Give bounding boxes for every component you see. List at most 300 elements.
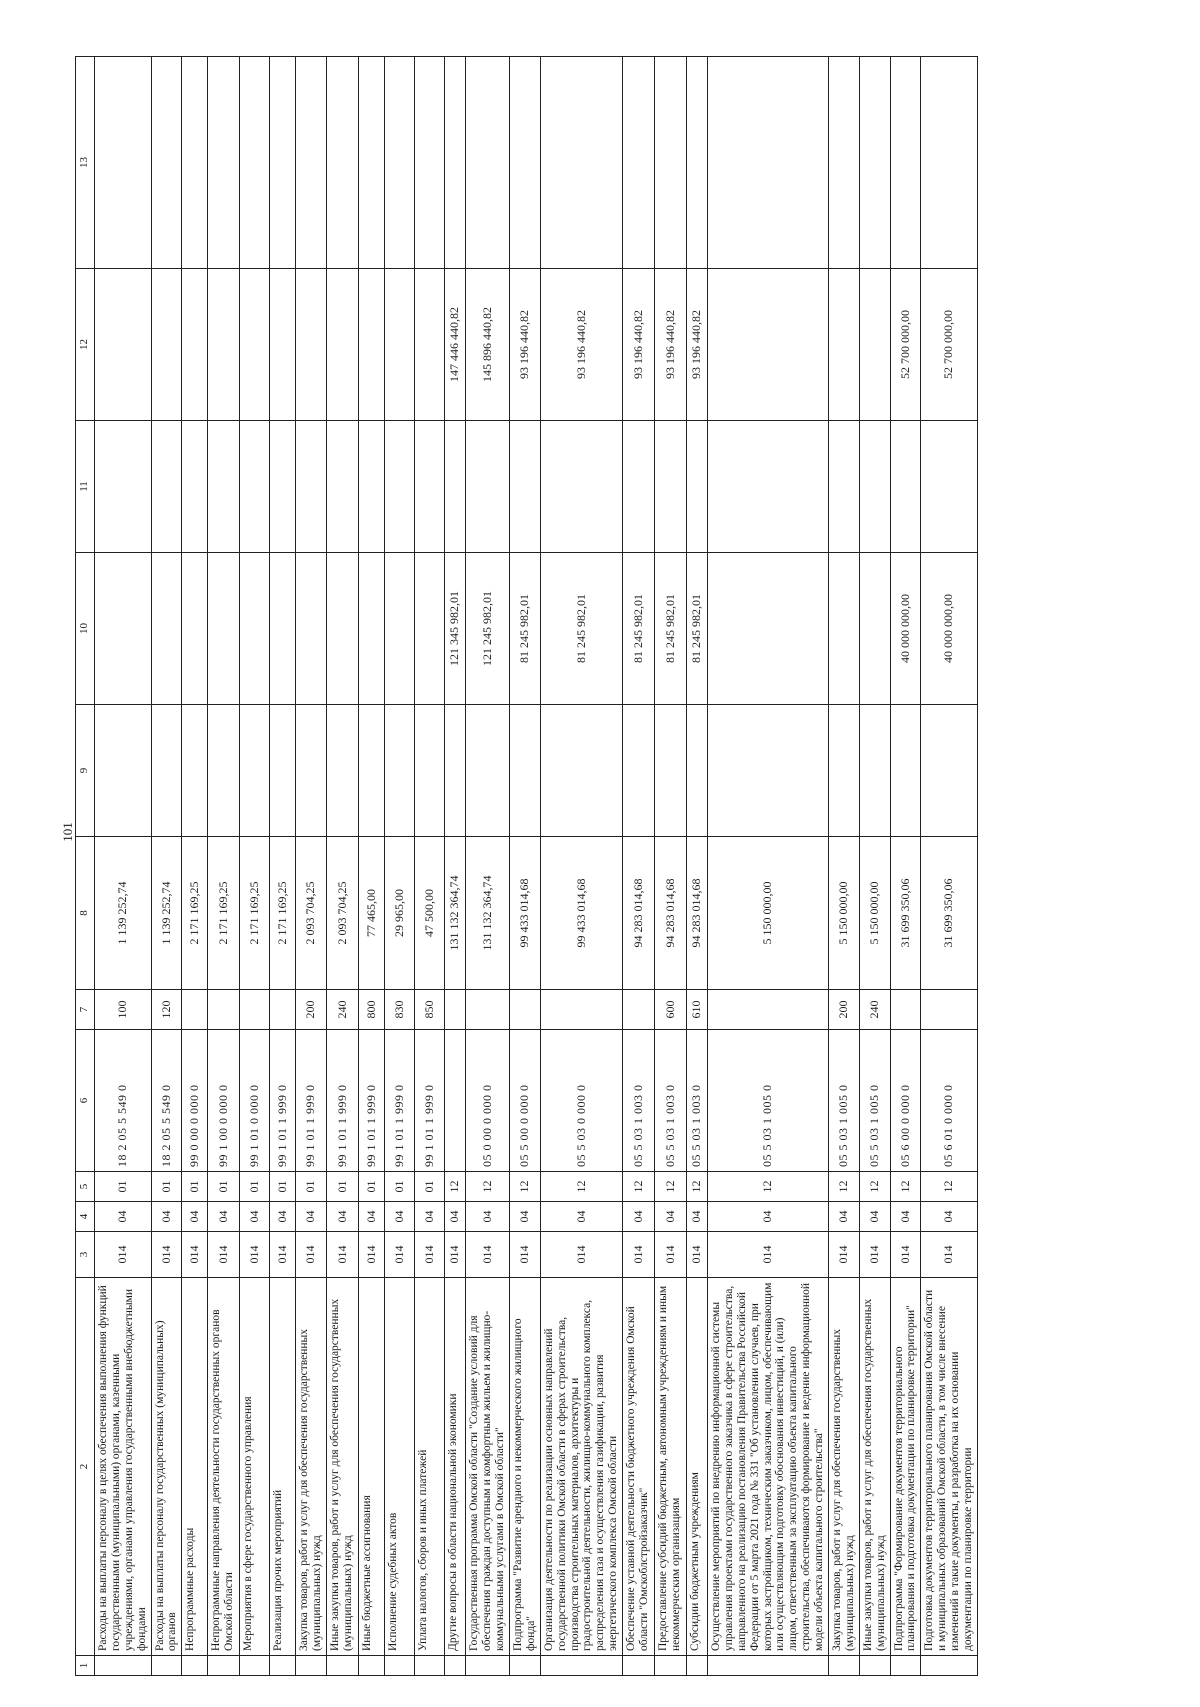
target-article-code: 05 6 00 0 000 0 xyxy=(890,1030,921,1172)
section-code: 04 xyxy=(623,1202,655,1232)
ministry-code: 014 xyxy=(540,1232,622,1278)
section-code: 04 xyxy=(327,1202,359,1232)
subsection-code: 12 xyxy=(445,1172,466,1202)
section-code: 04 xyxy=(95,1202,152,1232)
target-article-code: 05 5 03 1 005 0 xyxy=(829,1030,860,1172)
expense-type-code: 100 xyxy=(95,990,152,1030)
empty-cell xyxy=(687,705,708,837)
subsection-code: 12 xyxy=(708,1172,829,1202)
target-article-code: 05 5 03 1 003 0 xyxy=(623,1030,655,1172)
amount-col-10: 40 000 000,00 xyxy=(921,553,978,705)
ministry-code: 014 xyxy=(327,1232,359,1278)
subsection-code: 01 xyxy=(296,1172,327,1202)
subsection-code: 12 xyxy=(890,1172,921,1202)
empty-cell xyxy=(708,705,829,837)
section-code: 04 xyxy=(296,1202,327,1232)
subsection-code: 12 xyxy=(829,1172,860,1202)
item-name: Уплата налогов, сборов и иных платежей xyxy=(415,1278,445,1656)
amount-col-12: 93 196 440,82 xyxy=(655,269,687,421)
ministry-code: 014 xyxy=(296,1232,327,1278)
expense-type-code: 120 xyxy=(151,990,182,1030)
empty-cell xyxy=(445,705,466,837)
amount-col-12: 52 700 000,00 xyxy=(921,269,978,421)
amount-col-8: 99 433 014,68 xyxy=(510,837,541,990)
table-row xyxy=(327,57,359,1676)
amount-col-12: 93 196 440,82 xyxy=(623,269,655,421)
empty-cell xyxy=(182,57,208,269)
item-name: Иные закупки товаров, работ и услуг для обеспечения государственных (муниципальных) нужд xyxy=(327,1278,359,1656)
item-name: Обеспечение уставной деятельности бюджетного учреждения Омской области "Омскоблстройзаказчик" xyxy=(623,1278,655,1656)
amount-col-10 xyxy=(182,553,208,705)
empty-cell xyxy=(687,421,708,553)
subsection-code: 01 xyxy=(327,1172,359,1202)
target-article-code: 99 1 01 1 999 0 xyxy=(415,1030,445,1172)
table-row xyxy=(890,57,921,1676)
empty-cell xyxy=(859,421,890,553)
amount-col-10 xyxy=(208,553,240,705)
amount-col-8: 2 171 169,25 xyxy=(270,837,296,990)
amount-col-12: 93 196 440,82 xyxy=(540,269,622,421)
empty-cell xyxy=(445,1656,466,1676)
empty-cell xyxy=(270,705,296,837)
empty-cell xyxy=(623,57,655,269)
empty-cell xyxy=(359,1656,385,1676)
expense-type-code xyxy=(466,990,510,1030)
expense-type-code xyxy=(510,990,541,1030)
section-code: 04 xyxy=(890,1202,921,1232)
amount-col-8: 2 171 169,25 xyxy=(208,837,240,990)
target-article-code: 99 1 01 1 999 0 xyxy=(385,1030,415,1172)
amount-col-10 xyxy=(270,553,296,705)
header-cell: 2 xyxy=(76,1278,95,1656)
ministry-code: 014 xyxy=(859,1232,890,1278)
empty-cell xyxy=(655,57,687,269)
empty-cell xyxy=(687,1656,708,1676)
ministry-code: 014 xyxy=(687,1232,708,1278)
section-code: 04 xyxy=(540,1202,622,1232)
empty-cell xyxy=(296,1656,327,1676)
item-name: Мероприятия в сфере государственного управления xyxy=(240,1278,270,1656)
amount-col-8: 29 965,00 xyxy=(385,837,415,990)
table-row xyxy=(829,57,860,1676)
subsection-code: 01 xyxy=(240,1172,270,1202)
empty-cell xyxy=(415,57,445,269)
section-code: 04 xyxy=(208,1202,240,1232)
empty-cell xyxy=(296,57,327,269)
header-cell: 1 xyxy=(76,1656,95,1676)
empty-cell xyxy=(445,421,466,553)
section-code: 04 xyxy=(829,1202,860,1232)
header-cell: 5 xyxy=(76,1172,95,1202)
amount-col-12 xyxy=(415,269,445,421)
amount-col-8: 2 093 704,25 xyxy=(296,837,327,990)
amount-col-12 xyxy=(151,269,182,421)
empty-cell xyxy=(510,57,541,269)
ministry-code: 014 xyxy=(655,1232,687,1278)
empty-cell xyxy=(655,421,687,553)
amount-col-12 xyxy=(296,269,327,421)
header-cell: 8 xyxy=(76,837,95,990)
empty-cell xyxy=(415,705,445,837)
ministry-code: 014 xyxy=(623,1232,655,1278)
amount-col-8: 94 283 014,68 xyxy=(655,837,687,990)
target-article-code: 99 1 00 0 000 0 xyxy=(208,1030,240,1172)
table-row xyxy=(921,57,978,1676)
empty-cell xyxy=(708,421,829,553)
amount-col-8: 1 139 252,74 xyxy=(151,837,182,990)
table-row xyxy=(385,57,415,1676)
table-row xyxy=(445,57,466,1676)
budget-table xyxy=(75,56,978,1676)
header-cell: 6 xyxy=(76,1030,95,1172)
item-name: Реализация прочих мероприятий xyxy=(270,1278,296,1656)
expense-type-code xyxy=(208,990,240,1030)
empty-cell xyxy=(540,1656,622,1676)
item-name: Закупка товаров, работ и услуг для обеспечения государственных (муниципальных) нужд xyxy=(296,1278,327,1656)
empty-cell xyxy=(208,705,240,837)
item-name: Подпрограмма "Формирование документов территориального планирования и подготовка документации по планировке территории" xyxy=(890,1278,921,1656)
amount-col-10 xyxy=(296,553,327,705)
page-number: 101 xyxy=(60,822,75,842)
expense-type-code xyxy=(270,990,296,1030)
empty-cell xyxy=(708,57,829,269)
ministry-code: 014 xyxy=(270,1232,296,1278)
ministry-code: 014 xyxy=(359,1232,385,1278)
empty-cell xyxy=(540,57,622,269)
item-name: Организация деятельности по реализации основных направлений государственной политики Омской области в сферах строительства, производства строительных материалов, архитектуры и градостроительной деятельности, жилищно-коммунального комплекса, распределения газа и осуществления газификации, развития энергетического комплекса Омской области xyxy=(540,1278,622,1656)
section-code: 04 xyxy=(240,1202,270,1232)
empty-cell xyxy=(385,1656,415,1676)
empty-cell xyxy=(270,1656,296,1676)
amount-col-12: 93 196 440,82 xyxy=(510,269,541,421)
table-row xyxy=(655,57,687,1676)
table-row xyxy=(687,57,708,1676)
amount-col-10 xyxy=(151,553,182,705)
empty-cell xyxy=(208,421,240,553)
table-row xyxy=(623,57,655,1676)
section-code: 04 xyxy=(415,1202,445,1232)
item-name: Государственная программа Омской области "Создание условий для обеспечения граждан доступным и комфортным жильем и жилищно-коммунальными услугами в Омской области" xyxy=(466,1278,510,1656)
empty-cell xyxy=(240,57,270,269)
table-row xyxy=(359,57,385,1676)
empty-cell xyxy=(687,57,708,269)
expense-type-code xyxy=(445,990,466,1030)
empty-cell xyxy=(540,705,622,837)
amount-col-8: 94 283 014,68 xyxy=(687,837,708,990)
item-name: Иные закупки товаров, работ и услуг для обеспечения государственных (муниципальных) нужд xyxy=(859,1278,890,1656)
amount-col-10: 81 245 982,01 xyxy=(540,553,622,705)
ministry-code: 014 xyxy=(415,1232,445,1278)
item-name: Субсидии бюджетным учреждениям xyxy=(687,1278,708,1656)
amount-col-10: 40 000 000,00 xyxy=(890,553,921,705)
amount-col-12 xyxy=(95,269,152,421)
amount-col-8: 31 699 350,06 xyxy=(921,837,978,990)
expense-type-code: 240 xyxy=(859,990,890,1030)
empty-cell xyxy=(359,421,385,553)
empty-cell xyxy=(151,1656,182,1676)
subsection-code: 01 xyxy=(359,1172,385,1202)
empty-cell xyxy=(829,705,860,837)
empty-cell xyxy=(859,705,890,837)
table-row xyxy=(296,57,327,1676)
empty-cell xyxy=(655,705,687,837)
ministry-code: 014 xyxy=(240,1232,270,1278)
empty-cell xyxy=(510,705,541,837)
target-article-code: 05 6 01 0 000 0 xyxy=(921,1030,978,1172)
empty-cell xyxy=(859,57,890,269)
section-code: 04 xyxy=(921,1202,978,1232)
amount-col-10: 81 245 982,01 xyxy=(687,553,708,705)
empty-cell xyxy=(540,421,622,553)
empty-cell xyxy=(466,705,510,837)
empty-cell xyxy=(95,705,152,837)
expense-type-code: 600 xyxy=(655,990,687,1030)
empty-cell xyxy=(829,1656,860,1676)
amount-col-10 xyxy=(240,553,270,705)
section-code: 04 xyxy=(466,1202,510,1232)
target-article-code xyxy=(445,1030,466,1172)
item-name: Расходы на выплаты персоналу государственных (муниципальных) органов xyxy=(151,1278,182,1656)
empty-cell xyxy=(510,1656,541,1676)
subsection-code: 01 xyxy=(385,1172,415,1202)
header-cell: 11 xyxy=(76,421,95,553)
target-article-code: 05 5 03 1 005 0 xyxy=(859,1030,890,1172)
amount-col-8: 5 150 000,00 xyxy=(829,837,860,990)
amount-col-12: 145 896 440,82 xyxy=(466,269,510,421)
empty-cell xyxy=(270,421,296,553)
amount-col-10 xyxy=(859,553,890,705)
empty-cell xyxy=(327,705,359,837)
empty-cell xyxy=(208,1656,240,1676)
empty-cell xyxy=(359,57,385,269)
subsection-code: 01 xyxy=(270,1172,296,1202)
empty-cell xyxy=(182,1656,208,1676)
header-row xyxy=(76,57,95,1676)
subsection-code: 01 xyxy=(151,1172,182,1202)
empty-cell xyxy=(208,57,240,269)
empty-cell xyxy=(385,421,415,553)
target-article-code: 18 2 05 5 549 0 xyxy=(95,1030,152,1172)
amount-col-12 xyxy=(182,269,208,421)
amount-col-10: 121 245 982,01 xyxy=(466,553,510,705)
target-article-code: 99 1 01 1 999 0 xyxy=(327,1030,359,1172)
target-article-code: 05 5 00 0 000 0 xyxy=(510,1030,541,1172)
section-code: 04 xyxy=(859,1202,890,1232)
empty-cell xyxy=(240,421,270,553)
empty-cell xyxy=(327,57,359,269)
table-row xyxy=(182,57,208,1676)
subsection-code: 12 xyxy=(466,1172,510,1202)
expense-type-code xyxy=(890,990,921,1030)
item-name: Иные бюджетные ассигнования xyxy=(359,1278,385,1656)
empty-cell xyxy=(623,1656,655,1676)
empty-cell xyxy=(270,57,296,269)
item-name: Подпрограмма "Развитие арендного и некоммерческого жилищного фонда" xyxy=(510,1278,541,1656)
amount-col-10 xyxy=(359,553,385,705)
amount-col-8: 2 093 704,25 xyxy=(327,837,359,990)
table-row xyxy=(270,57,296,1676)
empty-cell xyxy=(151,705,182,837)
amount-col-8: 5 150 000,00 xyxy=(859,837,890,990)
amount-col-12: 52 700 000,00 xyxy=(890,269,921,421)
item-name: Предоставление субсидий бюджетным, автономным учреждениям и иным некоммерческим организациям xyxy=(655,1278,687,1656)
amount-col-8: 131 132 364,74 xyxy=(466,837,510,990)
empty-cell xyxy=(296,705,327,837)
expense-type-code: 800 xyxy=(359,990,385,1030)
item-name: Подготовка документов территориального планирования Омской области и муниципальных образований Омской области, в том числе внесение изменений в такие документы, и разработка на их основании документации по планировке территории xyxy=(921,1278,978,1656)
empty-cell xyxy=(829,421,860,553)
ministry-code: 014 xyxy=(445,1232,466,1278)
table-row xyxy=(540,57,622,1676)
amount-col-12 xyxy=(708,269,829,421)
ministry-code: 014 xyxy=(921,1232,978,1278)
section-code: 04 xyxy=(510,1202,541,1232)
empty-cell xyxy=(921,421,978,553)
empty-cell xyxy=(829,57,860,269)
table-row xyxy=(415,57,445,1676)
header-cell: 13 xyxy=(76,57,95,269)
empty-cell xyxy=(623,705,655,837)
empty-cell xyxy=(890,1656,921,1676)
empty-cell xyxy=(95,1656,152,1676)
ministry-code: 014 xyxy=(708,1232,829,1278)
target-article-code: 99 1 01 1 999 0 xyxy=(296,1030,327,1172)
ministry-code: 014 xyxy=(208,1232,240,1278)
table-row xyxy=(240,57,270,1676)
amount-col-8: 2 171 169,25 xyxy=(182,837,208,990)
subsection-code: 12 xyxy=(921,1172,978,1202)
empty-cell xyxy=(890,57,921,269)
amount-col-12: 147 446 440,82 xyxy=(445,269,466,421)
target-article-code: 05 5 03 0 000 0 xyxy=(540,1030,622,1172)
item-name: Непрограммные расходы xyxy=(182,1278,208,1656)
empty-cell xyxy=(327,421,359,553)
amount-col-10 xyxy=(415,553,445,705)
section-code: 04 xyxy=(270,1202,296,1232)
amount-col-8: 77 465,00 xyxy=(359,837,385,990)
amount-col-10 xyxy=(385,553,415,705)
ministry-code: 014 xyxy=(182,1232,208,1278)
target-article-code: 05 5 03 1 003 0 xyxy=(655,1030,687,1172)
amount-col-12 xyxy=(240,269,270,421)
expense-type-code xyxy=(182,990,208,1030)
empty-cell xyxy=(240,705,270,837)
amount-col-10: 81 245 982,01 xyxy=(510,553,541,705)
target-article-code: 05 5 03 1 005 0 xyxy=(708,1030,829,1172)
target-article-code: 99 1 01 1 999 0 xyxy=(359,1030,385,1172)
table-row xyxy=(466,57,510,1676)
expense-type-code xyxy=(240,990,270,1030)
subsection-code: 12 xyxy=(859,1172,890,1202)
empty-cell xyxy=(182,421,208,553)
header-cell: 7 xyxy=(76,990,95,1030)
table-row xyxy=(208,57,240,1676)
empty-cell xyxy=(240,1656,270,1676)
header-cell: 10 xyxy=(76,553,95,705)
amount-col-10: 81 245 982,01 xyxy=(655,553,687,705)
amount-col-12 xyxy=(270,269,296,421)
section-code: 04 xyxy=(445,1202,466,1232)
expense-type-code xyxy=(708,990,829,1030)
amount-col-12 xyxy=(859,269,890,421)
empty-cell xyxy=(466,57,510,269)
amount-col-10: 81 245 982,01 xyxy=(623,553,655,705)
empty-cell xyxy=(151,57,182,269)
empty-cell xyxy=(655,1656,687,1676)
table-row xyxy=(859,57,890,1676)
empty-cell xyxy=(385,705,415,837)
expense-type-code: 610 xyxy=(687,990,708,1030)
section-code: 04 xyxy=(708,1202,829,1232)
amount-col-8: 5 150 000,00 xyxy=(708,837,829,990)
empty-cell xyxy=(415,421,445,553)
amount-col-10: 121 345 982,01 xyxy=(445,553,466,705)
empty-cell xyxy=(95,57,152,269)
ministry-code: 014 xyxy=(151,1232,182,1278)
amount-col-12 xyxy=(359,269,385,421)
empty-cell xyxy=(921,57,978,269)
expense-type-code: 200 xyxy=(296,990,327,1030)
empty-cell xyxy=(95,421,152,553)
expense-type-code: 240 xyxy=(327,990,359,1030)
amount-col-8: 2 171 169,25 xyxy=(240,837,270,990)
expense-type-code: 200 xyxy=(829,990,860,1030)
empty-cell xyxy=(466,421,510,553)
subsection-code: 12 xyxy=(687,1172,708,1202)
amount-col-12 xyxy=(208,269,240,421)
amount-col-12 xyxy=(385,269,415,421)
amount-col-12 xyxy=(327,269,359,421)
empty-cell xyxy=(890,421,921,553)
amount-col-10 xyxy=(327,553,359,705)
amount-col-8: 94 283 014,68 xyxy=(623,837,655,990)
expense-type-code xyxy=(540,990,622,1030)
ministry-code: 014 xyxy=(890,1232,921,1278)
target-article-code: 18 2 05 5 549 0 xyxy=(151,1030,182,1172)
item-name: Другие вопросы в области национальной экономики xyxy=(445,1278,466,1656)
expense-type-code: 830 xyxy=(385,990,415,1030)
target-article-code: 05 5 03 1 003 0 xyxy=(687,1030,708,1172)
table-row xyxy=(151,57,182,1676)
section-code: 04 xyxy=(151,1202,182,1232)
rotated-page xyxy=(75,57,1090,1676)
amount-col-8: 99 433 014,68 xyxy=(540,837,622,990)
subsection-code: 12 xyxy=(510,1172,541,1202)
section-code: 04 xyxy=(655,1202,687,1232)
empty-cell xyxy=(445,57,466,269)
section-code: 04 xyxy=(687,1202,708,1232)
table-row xyxy=(510,57,541,1676)
header-cell: 4 xyxy=(76,1202,95,1232)
header-cell: 3 xyxy=(76,1232,95,1278)
empty-cell xyxy=(921,705,978,837)
empty-cell xyxy=(296,421,327,553)
header-cell: 12 xyxy=(76,269,95,421)
ministry-code: 014 xyxy=(466,1232,510,1278)
subsection-code: 12 xyxy=(540,1172,622,1202)
target-article-code: 99 1 01 1 999 0 xyxy=(270,1030,296,1172)
ministry-code: 014 xyxy=(95,1232,152,1278)
amount-col-12 xyxy=(829,269,860,421)
amount-col-8: 31 699 350,06 xyxy=(890,837,921,990)
empty-cell xyxy=(466,1656,510,1676)
table-row xyxy=(95,57,152,1676)
amount-col-8: 131 132 364,74 xyxy=(445,837,466,990)
header-cell: 9 xyxy=(76,705,95,837)
empty-cell xyxy=(327,1656,359,1676)
subsection-code: 01 xyxy=(182,1172,208,1202)
ministry-code: 014 xyxy=(510,1232,541,1278)
